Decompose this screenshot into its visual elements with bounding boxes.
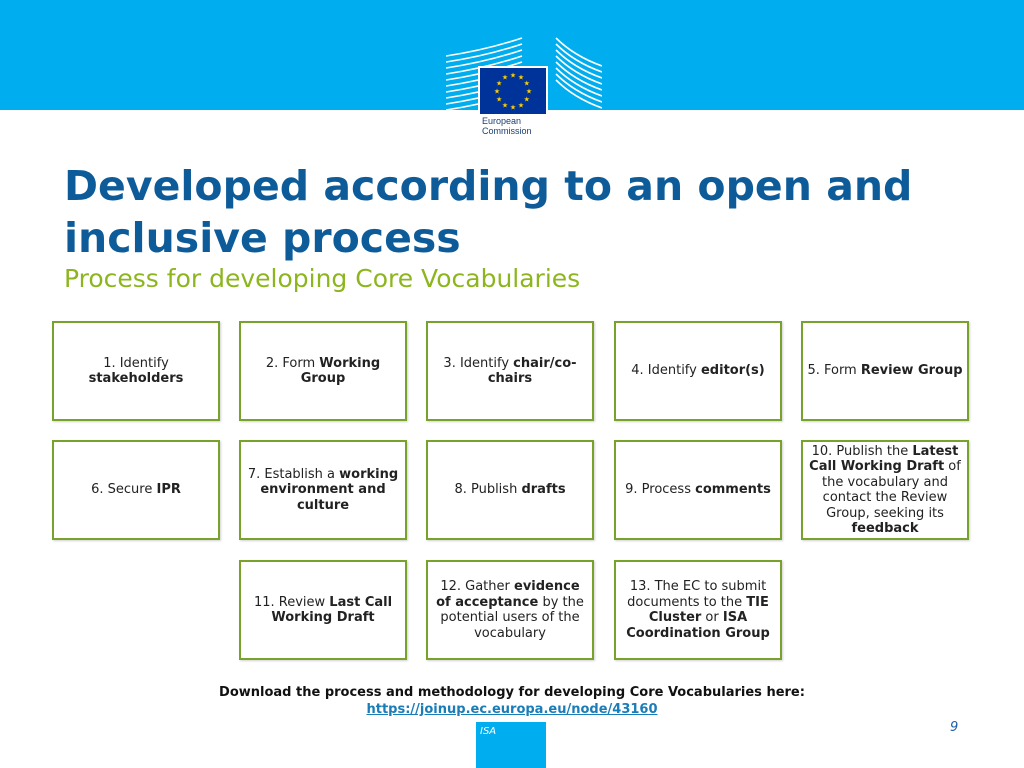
step-box-4	[614, 321, 782, 421]
step-box-9	[614, 440, 782, 540]
svg-text:★: ★	[496, 95, 503, 104]
step-box-10	[801, 440, 969, 540]
step-text-regular: 12. Gather	[440, 579, 514, 594]
svg-text:★: ★	[517, 101, 525, 110]
step-text-regular: 5. Form	[807, 363, 861, 379]
european-commission-logo	[446, 36, 602, 144]
download-instruction: Download the process and methodology for developing Core Vocabularies here:	[219, 685, 805, 700]
step-box-8	[426, 440, 594, 540]
page-title: Developed according to an open and inclusive process	[64, 162, 913, 262]
step-text-bold: Review Group	[860, 363, 963, 379]
step-text-bold: TIE Cluster	[648, 594, 769, 625]
download-link[interactable]: https://joinup.ec.europa.eu/node/43160	[366, 702, 658, 717]
svg-text:★: ★	[496, 79, 503, 88]
step-text	[241, 356, 405, 387]
step-text-bold: Last Call Working Draft	[271, 594, 393, 625]
step-text	[803, 444, 967, 537]
svg-text:★: ★	[523, 79, 530, 88]
svg-text:★: ★	[501, 101, 509, 110]
step-box-1	[52, 321, 220, 421]
step-text-bold: drafts	[521, 482, 566, 498]
step-text	[804, 363, 965, 379]
step-text-bold: chair/co-chairs	[487, 355, 577, 386]
step-text	[628, 363, 768, 379]
logo-wordmark	[482, 116, 548, 136]
step-text-regular: 8. Publish	[454, 482, 522, 498]
step-text-bold: editor(s)	[700, 363, 765, 379]
step-text-bold: evidence of acceptance	[436, 579, 580, 610]
step-text-regular: 1. Identify	[103, 355, 169, 371]
isa-label: ISA	[480, 726, 497, 737]
step-box-5	[801, 321, 969, 421]
eu-flag-icon	[480, 68, 546, 114]
step-text-regular: 10. Publish the	[811, 443, 913, 459]
step-text	[88, 482, 184, 498]
step-text	[622, 482, 774, 498]
logo-line-2: Commission	[482, 126, 532, 136]
step-box-12	[426, 560, 594, 660]
step-text	[241, 595, 405, 626]
step-text-regular: 3. Identify	[443, 355, 514, 371]
step-text	[428, 579, 592, 641]
svg-text:★: ★	[509, 71, 517, 80]
step-text-regular: 6. Secure	[91, 482, 157, 498]
step-box-13	[614, 560, 782, 660]
step-text-regular: 11. Review	[253, 594, 330, 610]
step-text-regular: 9. Process	[625, 482, 696, 498]
step-text-bold: stakeholders	[88, 371, 184, 386]
step-box-7	[239, 440, 407, 540]
step-text	[616, 579, 780, 641]
step-box-11	[239, 560, 407, 660]
step-box-2	[239, 321, 407, 421]
step-text-regular: 2. Form	[265, 355, 320, 371]
svg-text:★: ★	[493, 87, 501, 96]
step-text-regular: 4. Identify	[631, 363, 701, 379]
svg-text:★: ★	[509, 103, 517, 112]
step-text-bold: comments	[695, 482, 771, 498]
step-text-regular: 7. Establish a	[247, 466, 340, 482]
step-text	[451, 482, 568, 498]
logo-line-1: European	[482, 116, 522, 126]
step-text	[428, 356, 592, 387]
svg-text:★: ★	[525, 87, 533, 96]
step-text-bold: ISA Coordination Group	[626, 610, 770, 641]
step-text-regular: of the vocabulary and contact the Review Group, seeking its	[822, 459, 961, 521]
step-box-6	[52, 440, 220, 540]
svg-text:★: ★	[523, 95, 530, 104]
step-text-bold: Working Group	[300, 355, 381, 386]
step-text-bold: Latest Call Working Draft	[809, 443, 959, 474]
step-text-bold: IPR	[156, 482, 181, 498]
step-text	[54, 356, 218, 387]
page-subtitle: Process for developing Core Vocabularies	[64, 264, 581, 293]
step-text-regular: or	[701, 610, 723, 625]
step-box-3	[426, 321, 594, 421]
step-text-regular: 13. The EC to submit documents to the	[627, 579, 767, 610]
step-text-bold: feedback	[851, 521, 919, 536]
svg-text:★: ★	[501, 73, 509, 82]
step-text-regular: by the potential users of the vocabulary	[440, 594, 584, 641]
step-text	[241, 467, 405, 514]
page-number: 9	[950, 720, 959, 735]
svg-text:★: ★	[517, 73, 525, 82]
isa-tab	[476, 722, 546, 768]
step-text-bold: working environment and culture	[260, 466, 399, 513]
